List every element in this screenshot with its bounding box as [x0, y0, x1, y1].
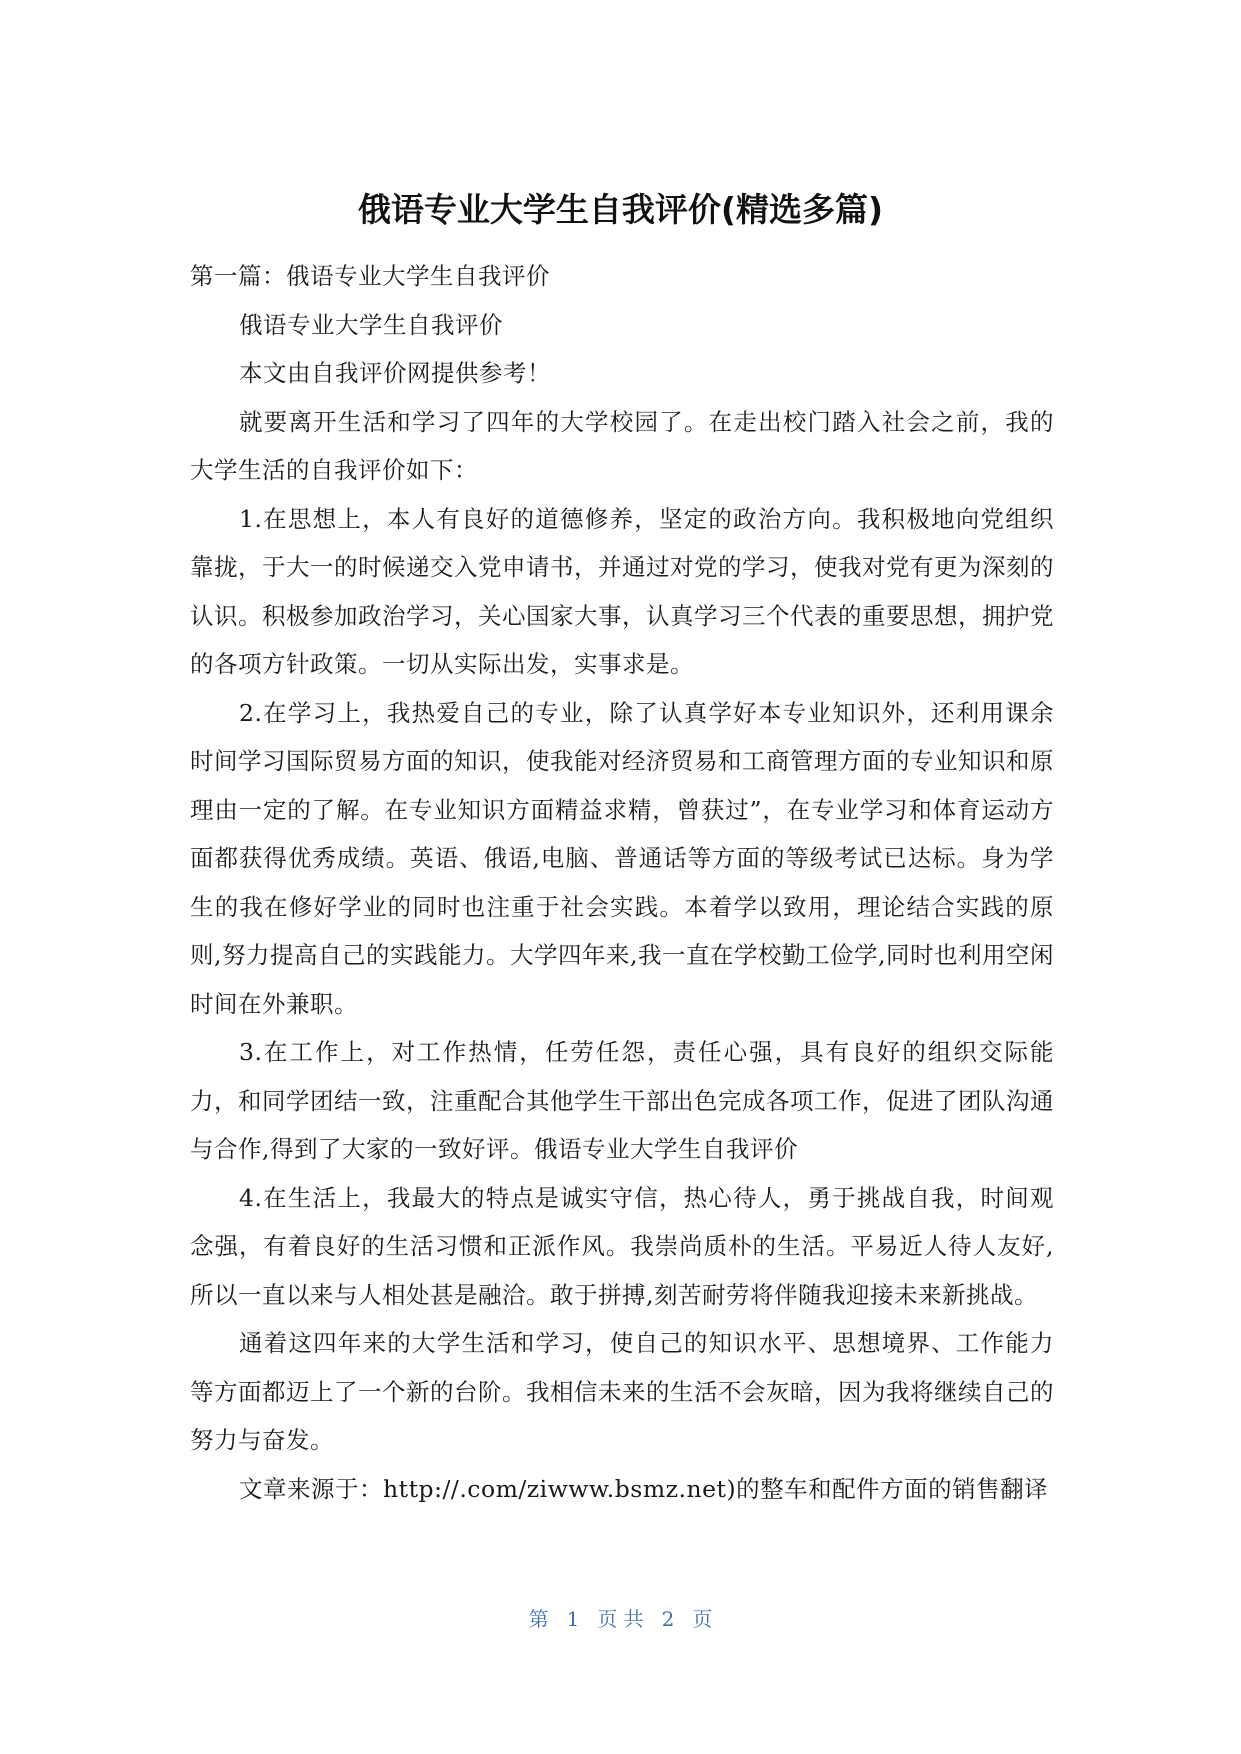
paragraph: 俄语专业大学生自我评价	[239, 310, 503, 339]
paragraph: 通着这四年来的大学生活和学习，使自己的知识水平、思想境界、工作能力等方面都迈上了一个新的台阶。我相信未来的生活不会灰暗，因为我将继续自己的努力与奋发。	[190, 1329, 1054, 1454]
footer-total-pages: 2	[661, 1607, 675, 1631]
paragraph: 就要离开生活和学习了四年的大学校园了。在走出校门踏入社会之前，我的大学生活的自我评价如下：	[190, 407, 1054, 484]
paragraph: 2.在学习上，我热爱自己的专业，除了认真学好本专业知识外，还利用课余时间学习国际贸易方面的知识，使我能对经济贸易和工商管理方面的专业知识和原理由一定的了解。在专业知识方面精益求精，曾获过”，在专业学习和体育运动方面都获得优秀成绩。英语、俄语,电脑、普通话等方面的等级考试已达标。身为学生的我在修好学业的同时也注重于社会实践。本着学以致用，理论结合实践的原则,努力提高自己的实践能力。大学四年来,我一直在学校勤工俭学,同时也利用空闲时间在外兼职。	[190, 698, 1054, 1018]
document-body	[190, 252, 1054, 1513]
paragraph: 4.在生活上，我最大的特点是诚实守信，热心待人，勇于挑战自我，时间观念强，有着良好的生活习惯和正派作风。我崇尚质朴的生活。平易近人待人友好,所以一直以来与人相处甚是融洽。敢于拼搏,刻苦耐劳将伴随我迎接未来新挑战。	[190, 1183, 1054, 1309]
footer-suffix: 页	[692, 1607, 713, 1631]
paragraph: 文章来源于：http://.com/ziwww.bsmz.net)的整车和配件方面的销售翻译	[239, 1474, 1049, 1503]
document-title: 俄语专业大学生自我评价(精选多篇)	[357, 190, 884, 229]
page-footer	[0, 1605, 1241, 1633]
paragraph: 本文由自我评价网提供参考！	[239, 359, 551, 387]
footer-middle: 页 共	[597, 1607, 644, 1631]
paragraph: 1.在思想上，本人有良好的道德修养，坚定的政治方向。我积极地向党组织靠拢，于大一的时候递交入党申请书，并通过对党的学习，使我对党有更为深刻的认识。积极参加政治学习，关心国家大事，认真学习三个代表的重要思想，拥护党的各项方针政策。一切从实际出发，实事求是。	[190, 504, 1054, 678]
footer-prefix: 第	[528, 1607, 549, 1631]
section-heading: 第一篇：俄语专业大学生自我评价	[190, 262, 550, 290]
footer-current-page: 1	[566, 1607, 580, 1631]
paragraph: 3.在工作上，对工作热情，任劳任怨，责任心强，具有良好的组织交际能力，和同学团结一致，注重配合其他学生干部出色完成各项工作，促进了团队沟通与合作,得到了大家的一致好评。俄语专业大学生自我评价	[190, 1038, 1054, 1163]
